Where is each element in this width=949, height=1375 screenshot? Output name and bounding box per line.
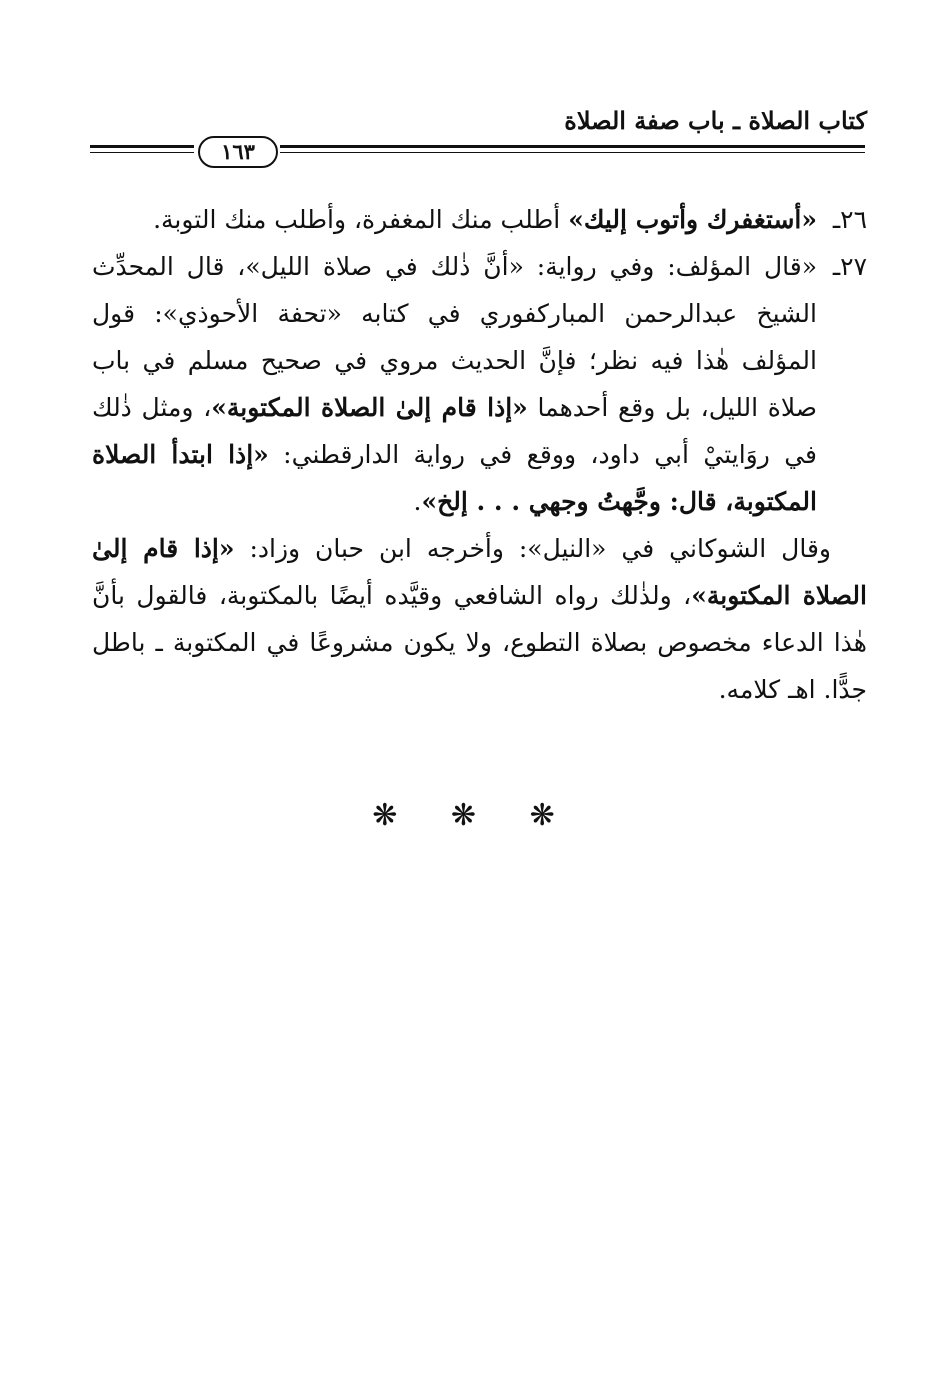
entry-number: ٢٧ـ [832, 252, 867, 281]
entry-text-bold: «إذا ابتدأ الصلاة المكتوبة، قال: وجَّهتُ وجهي . . . إلخ» [92, 440, 817, 516]
page-number: ١٦٣ [198, 136, 278, 168]
entry-text-bold: «أستغفرك وأتوب إليك» [568, 205, 817, 234]
entry-26 [92, 196, 867, 243]
header-rule-right-thin [280, 152, 865, 153]
paragraph-text: وقال الشوكاني في «النيل»: وأخرجه ابن حبان وزاد: [234, 534, 831, 563]
header-rule-right-thick [280, 145, 865, 148]
entry-text: «قال المؤلف: وفي رواية: «أنَّ ذٰلك في صلاة الليل»، قال المحدِّث الشيخ عبدالرحمن المباركفوري في كتابه «تحفة الأحوذي»: قول المؤلف هٰذا فيه نظر؛ فإنَّ الحديث مروي في صحيح مسلم في باب صلاة الليل، بل وقع أحدهما [92, 252, 817, 422]
shawkani-paragraph [92, 525, 867, 713]
entry-27 [92, 243, 867, 525]
entry-text: . [413, 487, 422, 516]
paragraph-text-bold: «إذا قام إلىٰ الصلاة المكتوبة» [92, 534, 867, 610]
entry-number: ٢٦ـ [832, 205, 867, 234]
entry-text-bold: «إذا قام إلىٰ الصلاة المكتوبة» [211, 393, 528, 422]
running-title: كتاب الصلاة ـ باب صفة الصلاة [564, 106, 867, 135]
section-separator: ❋ ❋ ❋ [372, 798, 577, 833]
page-body [92, 196, 867, 713]
header-rule [90, 136, 865, 166]
entry-text: أطلب منك المغفرة، وأطلب منك التوبة. [153, 205, 569, 234]
paragraph-text: ، ولذٰلك رواه الشافعي وقيَّده أيضًا بالمكتوبة، فالقول بأنَّ هٰذا الدعاء مخصوص بصلاة التطوع، ولا يكون مشروعًا في المكتوبة ـ باطل جدًّا. اهـ كلامه. [92, 581, 867, 704]
header-rule-left-thick [90, 145, 194, 148]
header-rule-left-thin [90, 152, 194, 153]
entry-text: ، ومثل ذٰلك في روَايتيْ أبي داود، ووقع في رواية الدارقطني: [92, 393, 817, 469]
